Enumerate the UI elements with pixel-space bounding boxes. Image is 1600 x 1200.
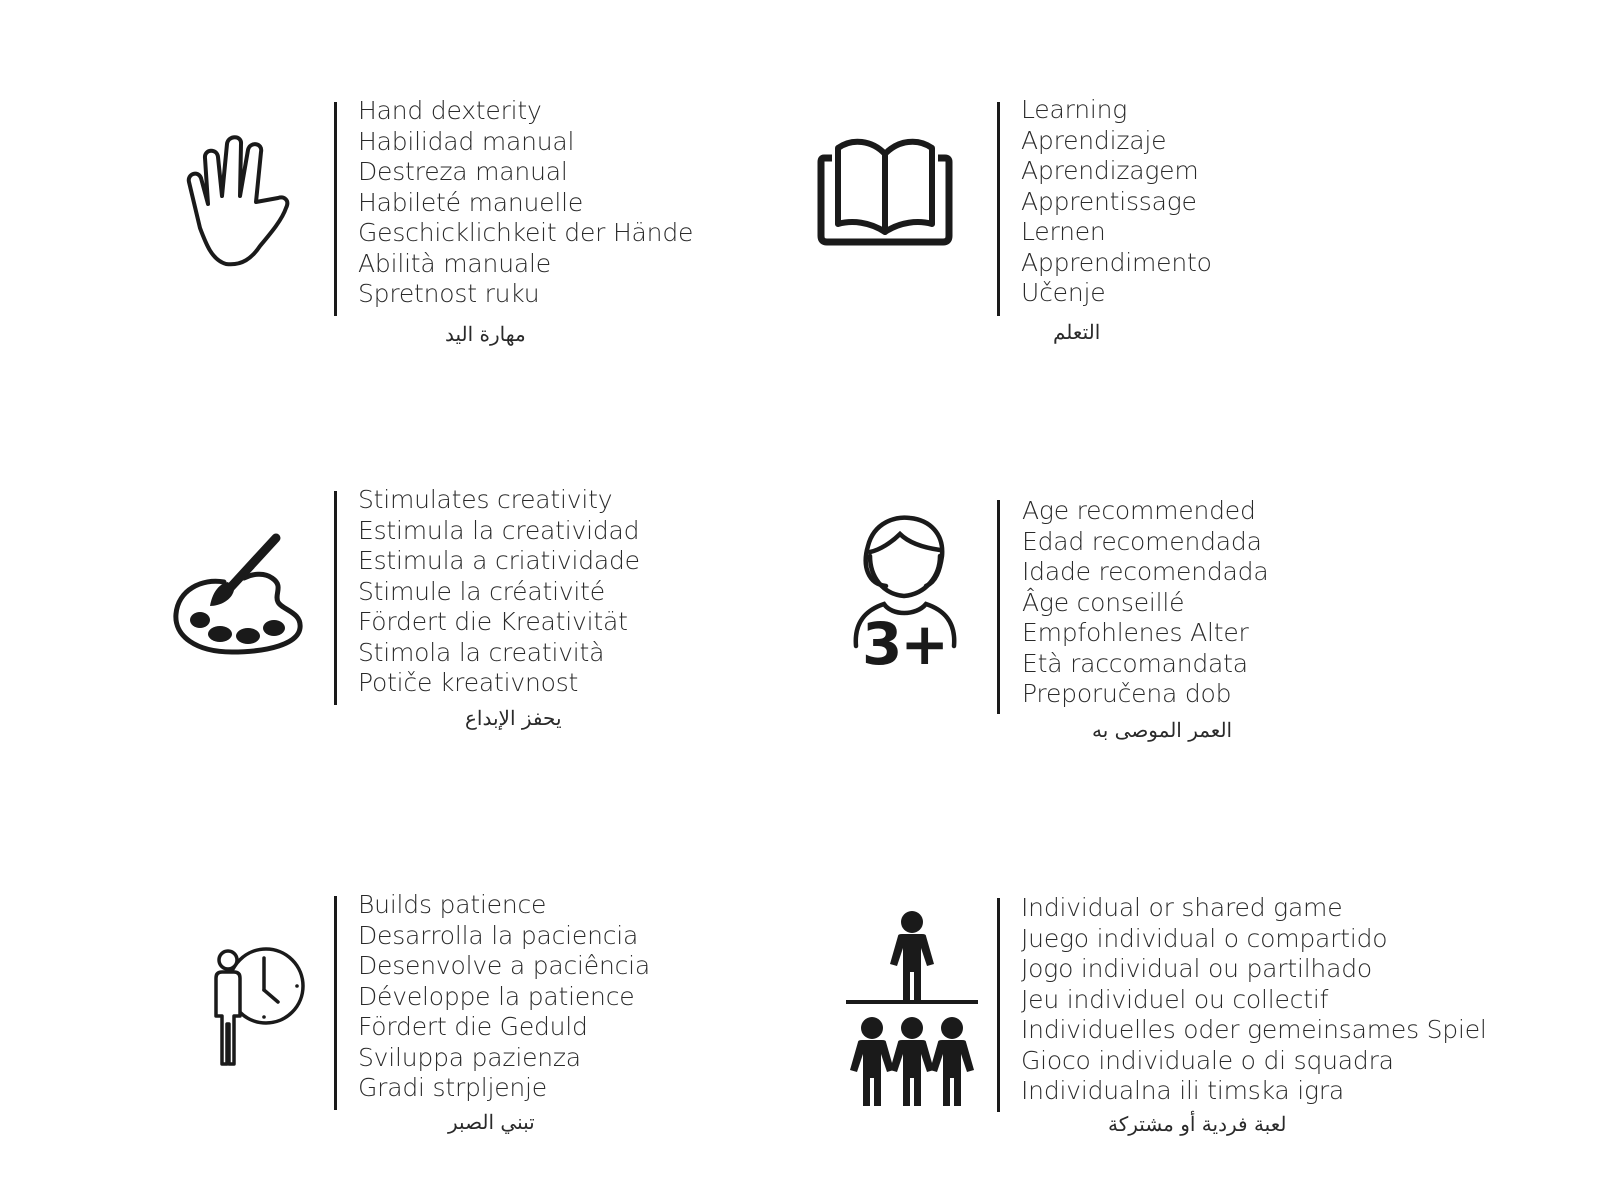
- translation-line: Juego individual o compartido: [1021, 923, 1388, 953]
- translation-line: Edad recomendada: [1022, 526, 1262, 556]
- translation-line: Preporučena dob: [1022, 679, 1232, 708]
- translation-line: Učenje: [1021, 278, 1106, 307]
- divider: [334, 491, 337, 705]
- translation-line: Learning: [1021, 95, 1128, 124]
- translation-line: Jogo individual ou partilhado: [1021, 954, 1372, 983]
- translation-line: Âge conseillé: [1022, 587, 1185, 617]
- divider: [997, 102, 1000, 316]
- divider: [334, 896, 337, 1110]
- translation-line: Spretnost ruku: [358, 279, 540, 308]
- translation-line: Sviluppa pazienza: [358, 1042, 581, 1072]
- translation-line: Desarrolla la paciencia: [358, 920, 639, 950]
- translation-line: Fördert die Geduld: [358, 1012, 588, 1041]
- translation-line: Jeu individuel ou collectif: [1021, 984, 1329, 1014]
- translation-line: Desenvolve a paciência: [358, 951, 651, 980]
- divider: [997, 500, 1000, 714]
- translation-line: Empfohlenes Alter: [1022, 618, 1249, 647]
- palette-icon: [172, 532, 304, 656]
- translation-line: Individuelles oder gemeinsames Spiel: [1021, 1015, 1487, 1044]
- arabic-translation: مهارة اليد: [445, 322, 526, 346]
- translation-line: Aprendizagem: [1021, 156, 1199, 185]
- hand-icon: [186, 136, 298, 268]
- translation-line: Habileté manuelle: [358, 187, 584, 217]
- translation-line: Gioco individuale o di squadra: [1021, 1045, 1394, 1075]
- translation-line: Destreza manual: [358, 157, 568, 186]
- book-icon: [818, 134, 952, 248]
- divider: [997, 898, 1000, 1112]
- translation-line: Geschicklichkeit der Hände: [358, 218, 694, 247]
- translation-line: Apprendimento: [1021, 247, 1212, 277]
- translation-line: Développe la patience: [358, 981, 635, 1011]
- translation-line: Potiče kreativnost: [358, 668, 579, 697]
- translation-line: Abilità manuale: [358, 248, 551, 278]
- age-badge: 3+: [862, 610, 947, 678]
- translation-line: Stimulates creativity: [358, 485, 613, 514]
- translation-line: Habilidad manual: [358, 126, 575, 156]
- translation-list: [1021, 893, 1487, 1107]
- arabic-translation: يحفز الإبداع: [465, 706, 562, 730]
- child-age-icon: [852, 512, 958, 678]
- translation-list: [1022, 496, 1268, 710]
- divider: [334, 102, 337, 316]
- translation-line: Apprentissage: [1021, 186, 1197, 216]
- person-clock-icon: [206, 944, 306, 1074]
- translation-line: Stimola la creatività: [358, 637, 605, 667]
- translation-line: Estimula a criatividade: [358, 546, 640, 575]
- translation-line: Individual or shared game: [1021, 893, 1343, 922]
- arabic-translation: تبني الصبر: [448, 1110, 535, 1134]
- arabic-translation: العمر الموصى به: [1092, 718, 1233, 742]
- translation-line: Idade recomendada: [1022, 557, 1269, 586]
- translation-line: Estimula la creatividad: [358, 515, 640, 545]
- arabic-translation: لعبة فردية أو مشتركة: [1108, 1112, 1287, 1136]
- translation-line: Individualna ili timska igra: [1021, 1076, 1345, 1105]
- arabic-translation: التعلم: [1053, 320, 1101, 344]
- translation-list: [358, 890, 650, 1104]
- translation-line: Builds patience: [358, 890, 547, 919]
- translation-line: Gradi strpljenje: [358, 1073, 547, 1102]
- translation-line: Fördert die Kreativität: [358, 607, 628, 636]
- translation-list: [358, 96, 693, 310]
- translation-list: [1021, 95, 1212, 309]
- translation-list: [358, 485, 640, 699]
- translation-line: Stimule la créativité: [358, 576, 605, 606]
- translation-line: Age recommended: [1022, 496, 1256, 525]
- translation-line: Hand dexterity: [358, 96, 542, 125]
- translation-line: Aprendizaje: [1021, 125, 1167, 155]
- translation-line: Età raccomandata: [1022, 648, 1248, 678]
- players-group-icon: [846, 908, 978, 1098]
- translation-line: Lernen: [1021, 217, 1106, 246]
